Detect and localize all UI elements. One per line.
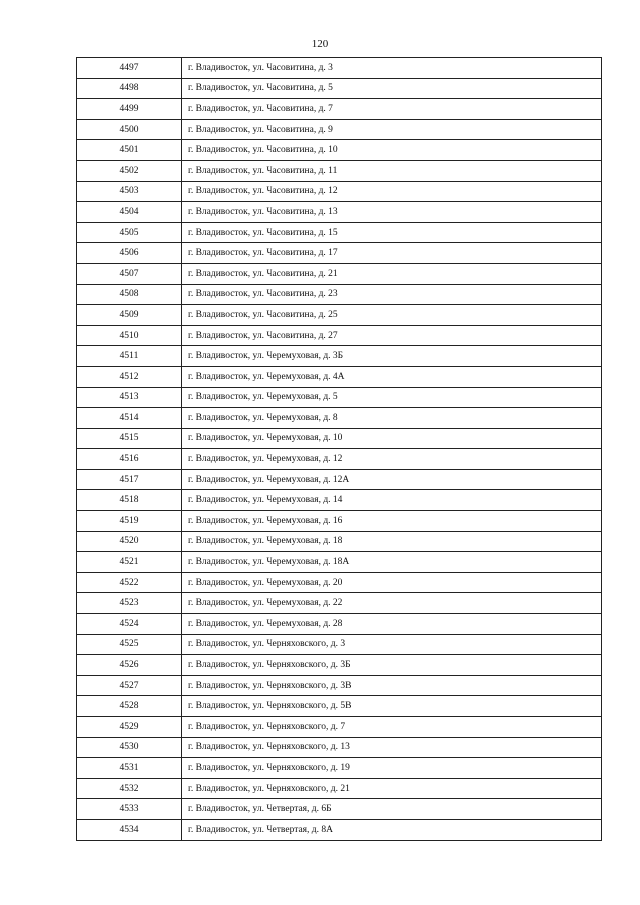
row-address: г. Владивосток, ул. Черемуховая, д. 22	[182, 593, 602, 614]
row-address: г. Владивосток, ул. Черемуховая, д. 10	[182, 428, 602, 449]
table-row	[77, 593, 602, 614]
row-address: г. Владивосток, ул. Четвертая, д. 6Б	[182, 799, 602, 820]
row-number: 4498	[77, 78, 182, 99]
row-address: г. Владивосток, ул. Часовитина, д. 12	[182, 181, 602, 202]
row-number: 4497	[77, 58, 182, 79]
address-table-body	[77, 58, 602, 841]
row-number: 4529	[77, 717, 182, 738]
row-number: 4515	[77, 428, 182, 449]
row-number: 4521	[77, 552, 182, 573]
row-address: г. Владивосток, ул. Часовитина, д. 11	[182, 160, 602, 181]
table-row	[77, 552, 602, 573]
table-row	[77, 490, 602, 511]
row-address: г. Владивосток, ул. Черемуховая, д. 18	[182, 531, 602, 552]
table-row	[77, 305, 602, 326]
table-row	[77, 181, 602, 202]
row-number: 4531	[77, 758, 182, 779]
row-number: 4516	[77, 449, 182, 470]
table-row	[77, 799, 602, 820]
table-row	[77, 408, 602, 429]
row-number: 4502	[77, 160, 182, 181]
row-number: 4517	[77, 469, 182, 490]
page-number: 120	[311, 38, 329, 50]
row-address: г. Владивосток, ул. Часовитина, д. 5	[182, 78, 602, 99]
row-address: г. Владивосток, ул. Черемуховая, д. 5	[182, 387, 602, 408]
table-row	[77, 58, 602, 79]
row-address: г. Владивосток, ул. Черняховского, д. 3Б	[182, 655, 602, 676]
row-address: г. Владивосток, ул. Черняховского, д. 3	[182, 634, 602, 655]
table-row	[77, 449, 602, 470]
table-row	[77, 675, 602, 696]
row-address: г. Владивосток, ул. Часовитина, д. 13	[182, 202, 602, 223]
table-row	[77, 78, 602, 99]
table-row	[77, 346, 602, 367]
row-address: г. Владивосток, ул. Черняховского, д. 7	[182, 717, 602, 738]
table-row	[77, 511, 602, 532]
row-number: 4503	[77, 181, 182, 202]
table-row	[77, 778, 602, 799]
table-row	[77, 655, 602, 676]
table-row	[77, 263, 602, 284]
table-row	[77, 717, 602, 738]
table-row	[77, 572, 602, 593]
row-number: 4501	[77, 140, 182, 161]
row-address: г. Владивосток, ул. Часовитина, д. 15	[182, 222, 602, 243]
row-address: г. Владивосток, ул. Часовитина, д. 23	[182, 284, 602, 305]
row-address: г. Владивосток, ул. Черемуховая, д. 16	[182, 511, 602, 532]
row-number: 4522	[77, 572, 182, 593]
row-number: 4500	[77, 119, 182, 140]
table-row	[77, 243, 602, 264]
row-number: 4530	[77, 737, 182, 758]
table-row	[77, 614, 602, 635]
row-number: 4512	[77, 366, 182, 387]
table-row	[77, 819, 602, 840]
row-number: 4520	[77, 531, 182, 552]
row-address: г. Владивосток, ул. Часовитина, д. 7	[182, 99, 602, 120]
row-address: г. Владивосток, ул. Черняховского, д. 21	[182, 778, 602, 799]
table-row	[77, 428, 602, 449]
table-row	[77, 531, 602, 552]
row-number: 4525	[77, 634, 182, 655]
row-number: 4506	[77, 243, 182, 264]
table-row	[77, 284, 602, 305]
row-number: 4499	[77, 99, 182, 120]
row-number: 4528	[77, 696, 182, 717]
row-address: г. Владивосток, ул. Черняховского, д. 5В	[182, 696, 602, 717]
row-address: г. Владивосток, ул. Черемуховая, д. 8	[182, 408, 602, 429]
row-number: 4510	[77, 325, 182, 346]
row-address: г. Владивосток, ул. Черемуховая, д. 18А	[182, 552, 602, 573]
row-number: 4524	[77, 614, 182, 635]
row-address: г. Владивосток, ул. Часовитина, д. 27	[182, 325, 602, 346]
address-table	[76, 57, 602, 841]
table-row	[77, 99, 602, 120]
row-address: г. Владивосток, ул. Черемуховая, д. 14	[182, 490, 602, 511]
table-row	[77, 160, 602, 181]
row-number: 4527	[77, 675, 182, 696]
table-row	[77, 758, 602, 779]
row-address: г. Владивосток, ул. Черняховского, д. 19	[182, 758, 602, 779]
row-address: г. Владивосток, ул. Часовитина, д. 3	[182, 58, 602, 79]
table-row	[77, 325, 602, 346]
row-address: г. Владивосток, ул. Часовитина, д. 21	[182, 263, 602, 284]
row-number: 4504	[77, 202, 182, 223]
table-row	[77, 366, 602, 387]
row-address: г. Владивосток, ул. Черемуховая, д. 12А	[182, 469, 602, 490]
table-row	[77, 387, 602, 408]
row-number: 4526	[77, 655, 182, 676]
row-address: г. Владивосток, ул. Черемуховая, д. 20	[182, 572, 602, 593]
row-address: г. Владивосток, ул. Часовитина, д. 9	[182, 119, 602, 140]
row-number: 4511	[77, 346, 182, 367]
row-number: 4519	[77, 511, 182, 532]
table-row	[77, 469, 602, 490]
row-address: г. Владивосток, ул. Часовитина, д. 25	[182, 305, 602, 326]
row-address: г. Владивосток, ул. Черемуховая, д. 4А	[182, 366, 602, 387]
row-number: 4518	[77, 490, 182, 511]
row-number: 4507	[77, 263, 182, 284]
table-row	[77, 696, 602, 717]
row-address: г. Владивосток, ул. Черемуховая, д. 12	[182, 449, 602, 470]
row-number: 4513	[77, 387, 182, 408]
row-number: 4523	[77, 593, 182, 614]
row-address: г. Владивосток, ул. Четвертая, д. 8А	[182, 819, 602, 840]
row-number: 4532	[77, 778, 182, 799]
row-address: г. Владивосток, ул. Черемуховая, д. 28	[182, 614, 602, 635]
row-number: 4509	[77, 305, 182, 326]
table-row	[77, 222, 602, 243]
row-address: г. Владивосток, ул. Черняховского, д. 3В	[182, 675, 602, 696]
row-address: г. Владивосток, ул. Черемуховая, д. 3Б	[182, 346, 602, 367]
table-row	[77, 140, 602, 161]
table-row	[77, 119, 602, 140]
table-row	[77, 202, 602, 223]
row-number: 4514	[77, 408, 182, 429]
row-number: 4533	[77, 799, 182, 820]
row-number: 4505	[77, 222, 182, 243]
row-number: 4508	[77, 284, 182, 305]
row-address: г. Владивосток, ул. Черняховского, д. 13	[182, 737, 602, 758]
row-number: 4534	[77, 819, 182, 840]
row-address: г. Владивосток, ул. Часовитина, д. 17	[182, 243, 602, 264]
table-row	[77, 737, 602, 758]
row-address: г. Владивосток, ул. Часовитина, д. 10	[182, 140, 602, 161]
table-row	[77, 634, 602, 655]
